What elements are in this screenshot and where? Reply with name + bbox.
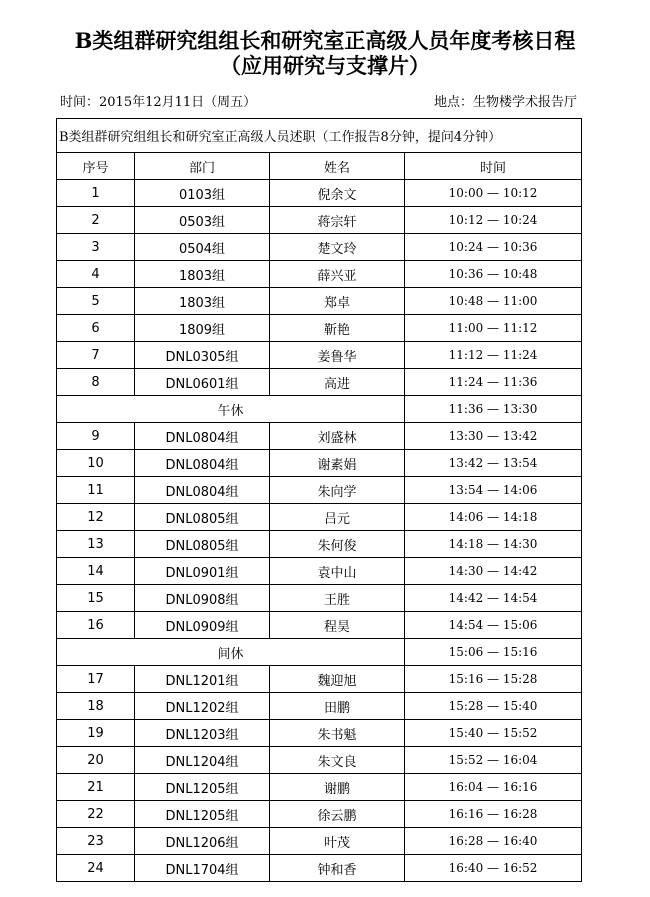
- cell-time: 14:06 — 14:18: [405, 504, 582, 531]
- cell-time: 10:48 — 11:00: [405, 288, 582, 315]
- cell-dept: DNL0804组: [135, 477, 270, 504]
- cell-no: 12: [57, 504, 135, 531]
- cell-dept: DNL0305组: [135, 342, 270, 369]
- cell-dept: DNL0601组: [135, 369, 270, 396]
- cell-no: 8: [57, 369, 135, 396]
- cell-dept: DNL1204组: [135, 747, 270, 774]
- header-time: 时间: [405, 153, 582, 180]
- cell-time: 14:18 — 14:30: [405, 531, 582, 558]
- cell-dept: 1803组: [135, 288, 270, 315]
- cell-no: 23: [57, 828, 135, 855]
- cell-name: 朱向学: [270, 477, 405, 504]
- cell-name: 蒋宗轩: [270, 207, 405, 234]
- cell-time: 13:54 — 14:06: [405, 477, 582, 504]
- cell-dept: DNL0805组: [135, 531, 270, 558]
- cell-name: 王胜: [270, 585, 405, 612]
- cell-time: 14:30 — 14:42: [405, 558, 582, 585]
- table-row: [57, 450, 582, 477]
- table-row: [57, 720, 582, 747]
- header-dept: 部门: [135, 153, 270, 180]
- cell-no: 5: [57, 288, 135, 315]
- cell-no: 1: [57, 180, 135, 207]
- break-label: 间休: [57, 639, 405, 666]
- cell-time: 11:12 — 11:24: [405, 342, 582, 369]
- cell-time: 16:16 — 16:28: [405, 801, 582, 828]
- cell-time: 13:30 — 13:42: [405, 423, 582, 450]
- cell-time: 11:00 — 11:12: [405, 315, 582, 342]
- table-row: [57, 828, 582, 855]
- table-row: [57, 342, 582, 369]
- cell-name: 朱书魁: [270, 720, 405, 747]
- cell-time: 13:42 — 13:54: [405, 450, 582, 477]
- table-row: [57, 531, 582, 558]
- cell-time: 16:28 — 16:40: [405, 828, 582, 855]
- cell-name: 高进: [270, 369, 405, 396]
- cell-no: 15: [57, 585, 135, 612]
- table-row: [57, 558, 582, 585]
- table-row: [57, 585, 582, 612]
- cell-dept: DNL1202组: [135, 693, 270, 720]
- cell-no: 4: [57, 261, 135, 288]
- cell-no: 18: [57, 693, 135, 720]
- break-row: [57, 396, 582, 423]
- cell-dept: DNL0804组: [135, 450, 270, 477]
- cell-name: 谢鹏: [270, 774, 405, 801]
- cell-no: 22: [57, 801, 135, 828]
- cell-name: 朱文良: [270, 747, 405, 774]
- cell-dept: DNL1201组: [135, 666, 270, 693]
- cell-time: 15:16 — 15:28: [405, 666, 582, 693]
- cell-no: 20: [57, 747, 135, 774]
- table-row: [57, 234, 582, 261]
- cell-time: 11:24 — 11:36: [405, 369, 582, 396]
- break-time: 15:06 — 15:16: [405, 639, 582, 666]
- cell-dept: DNL0909组: [135, 612, 270, 639]
- cell-no: 21: [57, 774, 135, 801]
- cell-time: 16:40 — 16:52: [405, 855, 582, 882]
- table-row: [57, 504, 582, 531]
- table-caption: B类组群研究组组长和研究室正高级人员述职（工作报告8分钟，提问4分钟）: [57, 119, 582, 153]
- cell-name: 刘盛林: [270, 423, 405, 450]
- cell-dept: DNL1704组: [135, 855, 270, 882]
- cell-time: 15:40 — 15:52: [405, 720, 582, 747]
- table-row: [57, 693, 582, 720]
- cell-no: 6: [57, 315, 135, 342]
- table-row: [57, 774, 582, 801]
- cell-dept: DNL1203组: [135, 720, 270, 747]
- cell-name: 吕元: [270, 504, 405, 531]
- cell-dept: DNL1205组: [135, 801, 270, 828]
- table-row: [57, 477, 582, 504]
- cell-dept: DNL1205组: [135, 774, 270, 801]
- cell-name: 薛兴亚: [270, 261, 405, 288]
- cell-no: 24: [57, 855, 135, 882]
- cell-name: 程昊: [270, 612, 405, 639]
- cell-name: 叶茂: [270, 828, 405, 855]
- cell-time: 10:24 — 10:36: [405, 234, 582, 261]
- cell-dept: 0103组: [135, 180, 270, 207]
- cell-name: 钟和香: [270, 855, 405, 882]
- table-header-row: [57, 153, 582, 180]
- cell-time: 15:52 — 16:04: [405, 747, 582, 774]
- table-row: [57, 747, 582, 774]
- meeting-time: 时间：2015年12月11日（周五）: [60, 95, 257, 110]
- cell-name: 谢素娟: [270, 450, 405, 477]
- schedule-table: [56, 118, 582, 882]
- table-row: [57, 180, 582, 207]
- cell-no: 14: [57, 558, 135, 585]
- cell-time: 15:28 — 15:40: [405, 693, 582, 720]
- cell-name: 魏迎旭: [270, 666, 405, 693]
- document-subtitle: （应用研究与支撑片）: [220, 53, 430, 78]
- table-row: [57, 369, 582, 396]
- cell-dept: DNL1206组: [135, 828, 270, 855]
- cell-name: 田鹏: [270, 693, 405, 720]
- cell-no: 16: [57, 612, 135, 639]
- table-row: [57, 288, 582, 315]
- cell-name: 朱何俊: [270, 531, 405, 558]
- table-row: [57, 207, 582, 234]
- cell-dept: 0504组: [135, 234, 270, 261]
- header-no: 序号: [57, 153, 135, 180]
- table-row: [57, 855, 582, 882]
- cell-name: 姜鲁华: [270, 342, 405, 369]
- table-row: [57, 801, 582, 828]
- break-label: 午休: [57, 396, 405, 423]
- cell-name: 郑卓: [270, 288, 405, 315]
- cell-name: 徐云鹏: [270, 801, 405, 828]
- cell-dept: DNL0804组: [135, 423, 270, 450]
- meeting-location: 地点：生物楼学术报告厅: [433, 95, 577, 110]
- cell-name: 靳艳: [270, 315, 405, 342]
- cell-time: 16:04 — 16:16: [405, 774, 582, 801]
- cell-no: 7: [57, 342, 135, 369]
- cell-no: 3: [57, 234, 135, 261]
- cell-dept: 0503组: [135, 207, 270, 234]
- table-row: [57, 666, 582, 693]
- break-row: [57, 639, 582, 666]
- cell-name: 楚文玲: [270, 234, 405, 261]
- cell-no: 19: [57, 720, 135, 747]
- cell-time: 14:42 — 14:54: [405, 585, 582, 612]
- header-name: 姓名: [270, 153, 405, 180]
- cell-dept: DNL0805组: [135, 504, 270, 531]
- cell-dept: 1803组: [135, 261, 270, 288]
- cell-dept: DNL0908组: [135, 585, 270, 612]
- cell-no: 9: [57, 423, 135, 450]
- cell-no: 11: [57, 477, 135, 504]
- cell-no: 17: [57, 666, 135, 693]
- table-caption-row: [57, 119, 582, 153]
- cell-dept: 1809组: [135, 315, 270, 342]
- table-row: [57, 612, 582, 639]
- cell-no: 13: [57, 531, 135, 558]
- table-row: [57, 315, 582, 342]
- cell-dept: DNL0901组: [135, 558, 270, 585]
- break-time: 11:36 — 13:30: [405, 396, 582, 423]
- cell-time: 10:00 — 10:12: [405, 180, 582, 207]
- table-row: [57, 261, 582, 288]
- cell-no: 10: [57, 450, 135, 477]
- document-title: B类组群研究组组长和研究室正高级人员年度考核日程: [74, 28, 576, 53]
- cell-name: 袁中山: [270, 558, 405, 585]
- cell-name: 倪余文: [270, 180, 405, 207]
- cell-no: 2: [57, 207, 135, 234]
- cell-time: 10:12 — 10:24: [405, 207, 582, 234]
- cell-time: 10:36 — 10:48: [405, 261, 582, 288]
- cell-time: 14:54 — 15:06: [405, 612, 582, 639]
- table-row: [57, 423, 582, 450]
